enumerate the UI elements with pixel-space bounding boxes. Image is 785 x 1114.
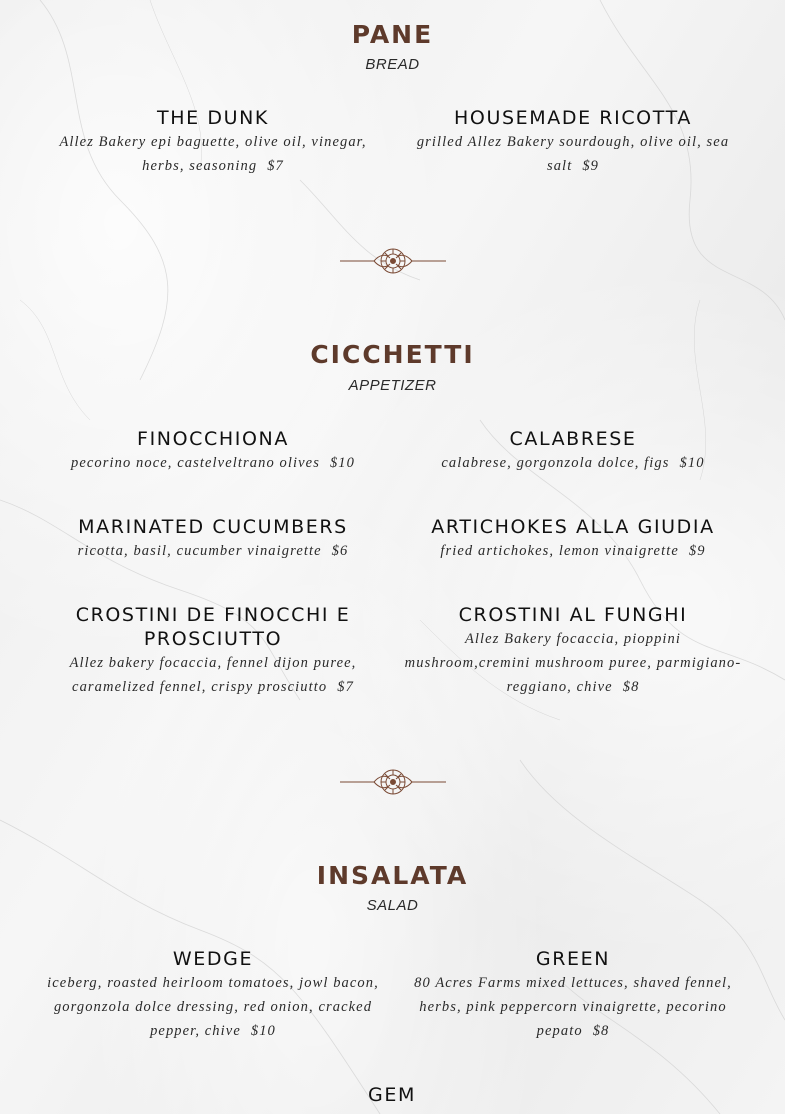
item-price: $10 [250, 1023, 276, 1039]
item-name: GREEN [535, 948, 611, 970]
item-description: iceberg, roasted heirloom tomatoes, jowl bacon, gorgonzola dolce dressing, red onion, cracked pepper, chive $10 [47, 975, 379, 1039]
item-price: $10 [679, 455, 705, 471]
item-name: CROSTINI AL FUNGHI [458, 604, 688, 626]
item-description: 80 Acres Farms mixed lettuces, shaved fennel, herbs, pink peppercorn vinaigrette, pecorino pepato $8 [414, 975, 732, 1039]
section-title-cicchetti: CICCHETTI [310, 340, 475, 369]
item-price: $9 [688, 543, 706, 559]
item-description: grilled Allez Bakery sourdough, olive oil, sea salt $9 [416, 134, 730, 174]
item-price: $7 [267, 158, 284, 174]
section-subtitle-bread: BREAD [365, 56, 420, 73]
item-name: GEM [368, 1084, 416, 1106]
menu-item [43, 427, 383, 475]
ornamental-flourish-icon [338, 766, 448, 798]
item-description: ricotta, basil, cucumber vinaigrette $6 [77, 543, 349, 559]
menu-item [395, 947, 751, 1043]
item-price: $8 [622, 679, 640, 695]
item-name: MARINATED CUCUMBERS [78, 516, 348, 538]
section-title-insalata: INSALATA [316, 861, 469, 890]
item-name: CROSTINI DE FINOCCHI E PROSCIUTTO [75, 604, 351, 650]
item-name: HOUSEMADE RICOTTA [454, 107, 692, 129]
menu-item [222, 1083, 562, 1107]
menu-item [403, 106, 743, 178]
menu-item [403, 515, 743, 563]
item-description: fried artichokes, lemon vinaigrette $9 [440, 543, 706, 559]
menu-item [43, 947, 383, 1043]
item-name: THE DUNK [157, 107, 269, 129]
item-price: $9 [582, 158, 600, 174]
section-subtitle-salad: SALAD [366, 897, 419, 914]
item-name: FINOCCHIONA [137, 428, 289, 450]
section-title-pane: PANE [351, 20, 434, 49]
item-description: Allez Bakery focaccia, pioppini mushroom,cremini mushroom puree, parmigiano-reggiano, chive $8 [404, 631, 742, 695]
item-price: $8 [592, 1023, 610, 1039]
item-description: Allez bakery focaccia, fennel dijon puree, caramelized fennel, crispy prosciutto $7 [69, 655, 357, 695]
item-price: $6 [331, 543, 349, 559]
item-name: ARTICHOKES ALLA GIUDIA [431, 516, 715, 538]
item-description: calabrese, gorgonzola dolce, figs $10 [441, 455, 705, 471]
item-name: CALABRESE [509, 428, 637, 450]
item-name: WEDGE [172, 948, 254, 970]
menu-item [403, 603, 743, 699]
menu-item [43, 106, 383, 178]
item-price: $7 [337, 679, 354, 695]
menu-item [43, 603, 383, 699]
section-subtitle-appetizer: APPETIZER [348, 377, 437, 394]
menu-item [43, 515, 383, 563]
item-price: $10 [329, 455, 356, 471]
menu-item [403, 427, 743, 475]
ornamental-flourish-icon [338, 245, 448, 277]
item-description: pecorino noce, castelveltrano olives $10 [70, 455, 356, 471]
item-description: Allez Bakery epi baguette, olive oil, vinegar, herbs, seasoning $7 [59, 134, 367, 174]
